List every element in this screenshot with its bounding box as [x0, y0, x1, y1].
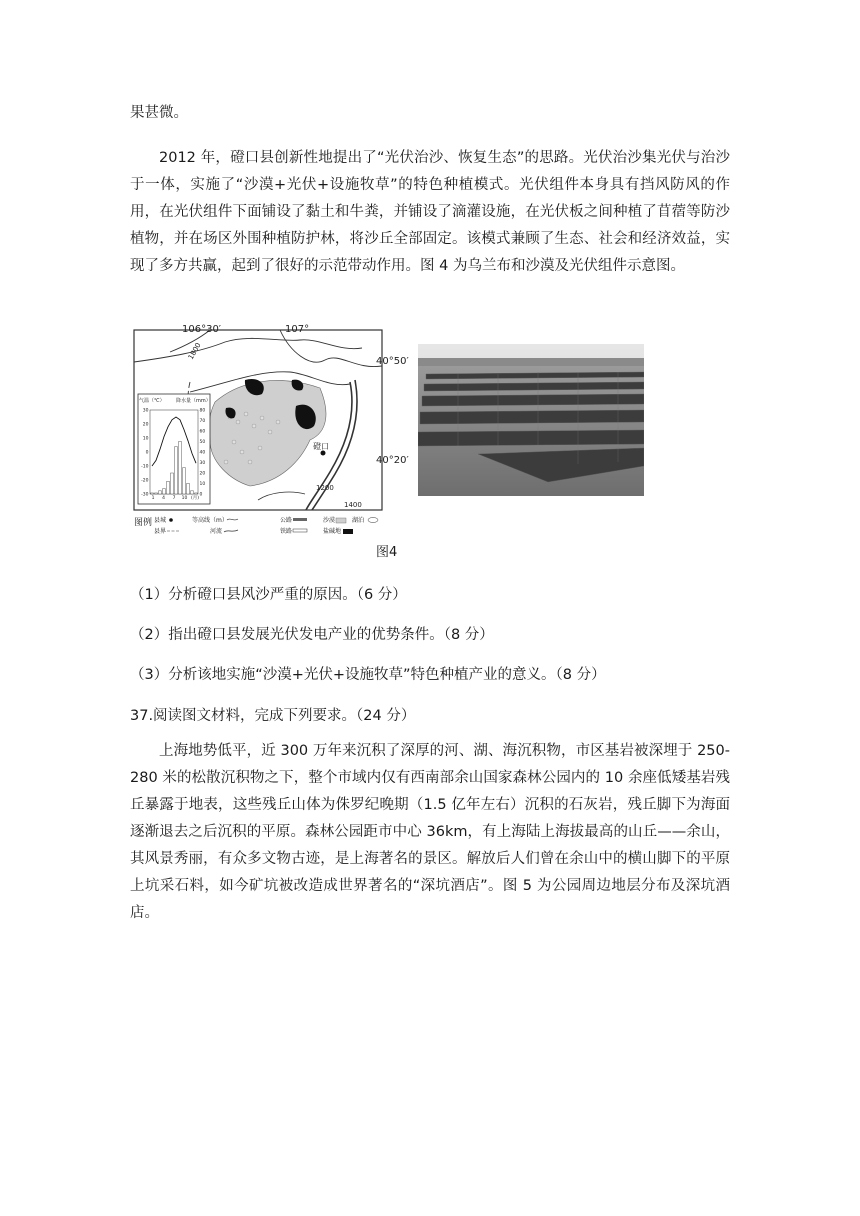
precip-bar: [183, 468, 186, 494]
legend-railway: 铁路: [280, 528, 293, 535]
climate-right-tick: 30: [199, 461, 206, 466]
legend-saline-icon: [343, 529, 353, 534]
climate-right-tick: 60: [199, 429, 206, 435]
climate-right-tick: 10: [199, 482, 206, 487]
precip-bar: [179, 442, 182, 495]
legend-road-icon: [293, 518, 307, 521]
climate-right-tick: 40: [199, 450, 206, 456]
question-3: （3）分析该地实施“沙漠+光伏+设施牧草”特色种植产业的意义。（8 分）: [130, 667, 606, 683]
paragraph-photovoltaic-desert: 2012 年，磴口县创新性地提出了“光伏治沙、恢复生态”的思路。光伏治沙集光伏与治沙于一体，实施了“沙漠+光伏+设施牧草”的特色种植模式。光伏组件本身具有挡风防风的作用，在光伏组件下面铺设了黏土和牛粪，并铺设了滴灌设施，在光伏板之间种植了苜蓿等防沙植物，并在场区外围种植防护林，将沙丘全部固定。该模式兼顾了生态、社会和经济效益，实现了多方共赢，起到了很好的示范带动作用。图 4 为乌兰布和沙漠及光伏组件示意图。: [130, 150, 730, 274]
legend-railway-icon: [293, 529, 307, 532]
legend-river-icon: [224, 530, 238, 532]
lat-label-1: 40°50′: [376, 356, 409, 367]
legend-river: 河流: [210, 528, 223, 535]
legend-saline: 盐碱地: [323, 528, 342, 535]
climate-left-tick: -30: [141, 492, 149, 498]
climate-right-tick: 70: [199, 419, 206, 424]
climate-left-tick: 0: [145, 450, 149, 456]
legend-title: 图例: [134, 518, 153, 528]
figure-4-caption: 图4: [376, 545, 398, 560]
lon-label-1: 106°30′: [182, 324, 222, 335]
legend-road: 公路: [280, 517, 293, 524]
climate-right-tick: 20: [199, 471, 206, 477]
question-1: （1）分析磴口县风沙严重的原因。（6 分）: [130, 587, 407, 603]
climate-right-axis-label: 降水量（mm）: [176, 398, 211, 404]
climate-x-tick: (月): [190, 496, 200, 501]
climate-left-tick: -10: [141, 464, 149, 470]
precip-bar: [187, 484, 190, 495]
contour-label-3: 1400: [344, 501, 362, 509]
question-2: （2）指出磴口县发展光伏发电产业的优势条件。（8 分）: [130, 627, 494, 643]
legend-contour-icon: [227, 519, 238, 520]
climate-left-tick: -20: [141, 478, 149, 484]
legend-county-town-icon: [169, 518, 173, 522]
contour-label-1: 1800: [186, 341, 203, 361]
paragraph-continuation: 果甚微。: [130, 105, 188, 121]
desert-map: [130, 322, 412, 537]
precip-bar: [167, 481, 170, 494]
climate-left-tick: 10: [142, 436, 149, 442]
legend-county-town: 县城: [154, 517, 167, 524]
contour-label-2: 1200: [316, 484, 334, 492]
climate-left-tick: 20: [142, 422, 149, 428]
precip-bar: [159, 491, 162, 494]
precip-bar: [155, 493, 158, 494]
precip-bar: [175, 447, 178, 494]
precip-bar: [151, 493, 154, 494]
precip-bar: [195, 493, 198, 494]
climate-x-tick: 4: [162, 496, 165, 501]
legend-lake-icon: [368, 518, 378, 523]
climate-left-tick: 30: [142, 408, 149, 414]
legend-contour: 等高线（m）: [192, 517, 228, 524]
paragraph-shanghai-geology: 上海地势低平，近 300 万年来沉积了深厚的河、湖、海沉积物，市区基岩被深埋于 250-280 米的松散沉积物之下，整个市域内仅有西南部余山国家森林公园内的 10 余座低矮基岩残丘暴露于地表，这些残丘山体为侏罗纪晚期（1.5 亿年左右）沉积的石灰岩，残丘脚下为海面逐渐退去之后沉积的平原。森林公园距市中心 36km，有上海陆上海拔最高的山丘——余山，其风景秀丽，有众多文物古迹，是上海著名的景区。解放后人们曾在余山中的横山脚下的平原上坑采石料，如今矿坑被改造成世界著名的“深坑酒店”。图 5 为公园周边地层分布及深坑酒店。: [130, 743, 730, 921]
climate-right-tick: 0: [199, 492, 203, 498]
climate-right-tick: 80: [199, 408, 206, 414]
county-town-marker: [321, 451, 326, 456]
precip-bar: [171, 473, 174, 494]
figure-4: [130, 322, 650, 537]
legend-lake: 湖泊: [352, 517, 365, 524]
lon-label-2: 107°: [285, 324, 310, 335]
legend-desert: 沙漠: [323, 517, 336, 524]
question-37-heading: 37.阅读图文材料，完成下列要求。（24 分）: [130, 708, 416, 724]
climate-right-tick: 50: [199, 440, 206, 445]
climate-x-tick: 1: [151, 496, 155, 501]
precip-bar: [191, 491, 194, 494]
climate-x-tick: 10: [181, 496, 188, 501]
precip-bar: [163, 489, 166, 494]
climate-x-tick: 7: [172, 496, 176, 501]
lat-label-2: 40°20′: [376, 455, 409, 466]
legend-county-border: 县界: [154, 528, 167, 535]
climate-left-axis-label: 气温（℃）: [139, 398, 165, 404]
town-label: 磴口: [313, 442, 329, 451]
solar-panel-photo: [418, 344, 644, 496]
legend-desert-icon: [336, 518, 346, 523]
